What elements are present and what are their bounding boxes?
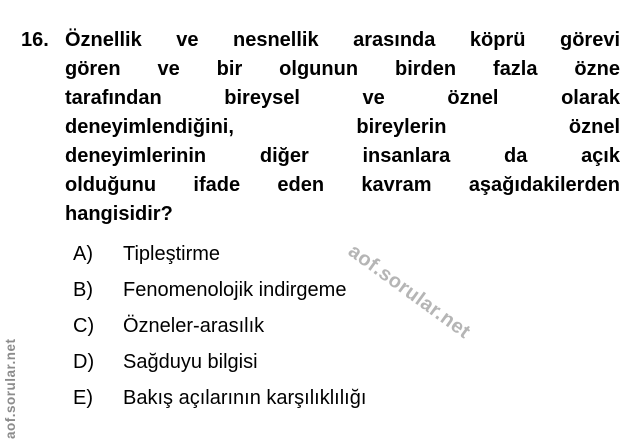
site-watermark-vertical: aof.sorular.net: [3, 338, 18, 439]
option-b-letter: B): [73, 279, 93, 301]
option-d-letter: D): [73, 351, 95, 373]
option-e-letter: E): [73, 387, 93, 409]
site-watermark-diagonal: aof.sorular.net: [344, 240, 475, 344]
question-line-2: gören ve bir olgunun birden fazla özne: [65, 58, 620, 80]
question-number: 16.: [21, 29, 49, 51]
option-b-text: Fenomenolojik indirgeme: [123, 279, 347, 301]
question-text: [65, 26, 620, 229]
option-d: [73, 351, 366, 387]
option-a-text: Tipleştirme: [123, 243, 221, 265]
option-a: [73, 243, 366, 279]
options-list: [73, 243, 366, 423]
option-b: [73, 279, 366, 315]
option-c-letter: C): [73, 315, 95, 337]
option-c-text: Özneler-arasılık: [123, 315, 265, 337]
option-e: [73, 387, 366, 423]
question-line-6: olduğunu ifade eden kavram aşağıdakilerden: [65, 174, 620, 196]
question-line-5: deneyimlerinin diğer insanlara da açık: [65, 145, 620, 167]
question-line-1: Öznellik ve nesnellik arasında köprü görevi: [65, 29, 620, 51]
question-line-3: tarafından bireysel ve öznel olarak: [65, 87, 620, 109]
option-a-letter: A): [73, 243, 93, 265]
option-e-text: Bakış açılarının karşılıklılığı: [123, 387, 367, 409]
question-line-4: deneyimlendiğini, bireylerin öznel: [65, 116, 620, 138]
option-c: [73, 315, 366, 351]
question-line-7: hangisidir?: [65, 203, 173, 225]
option-d-text: Sağduyu bilgisi: [123, 351, 258, 373]
